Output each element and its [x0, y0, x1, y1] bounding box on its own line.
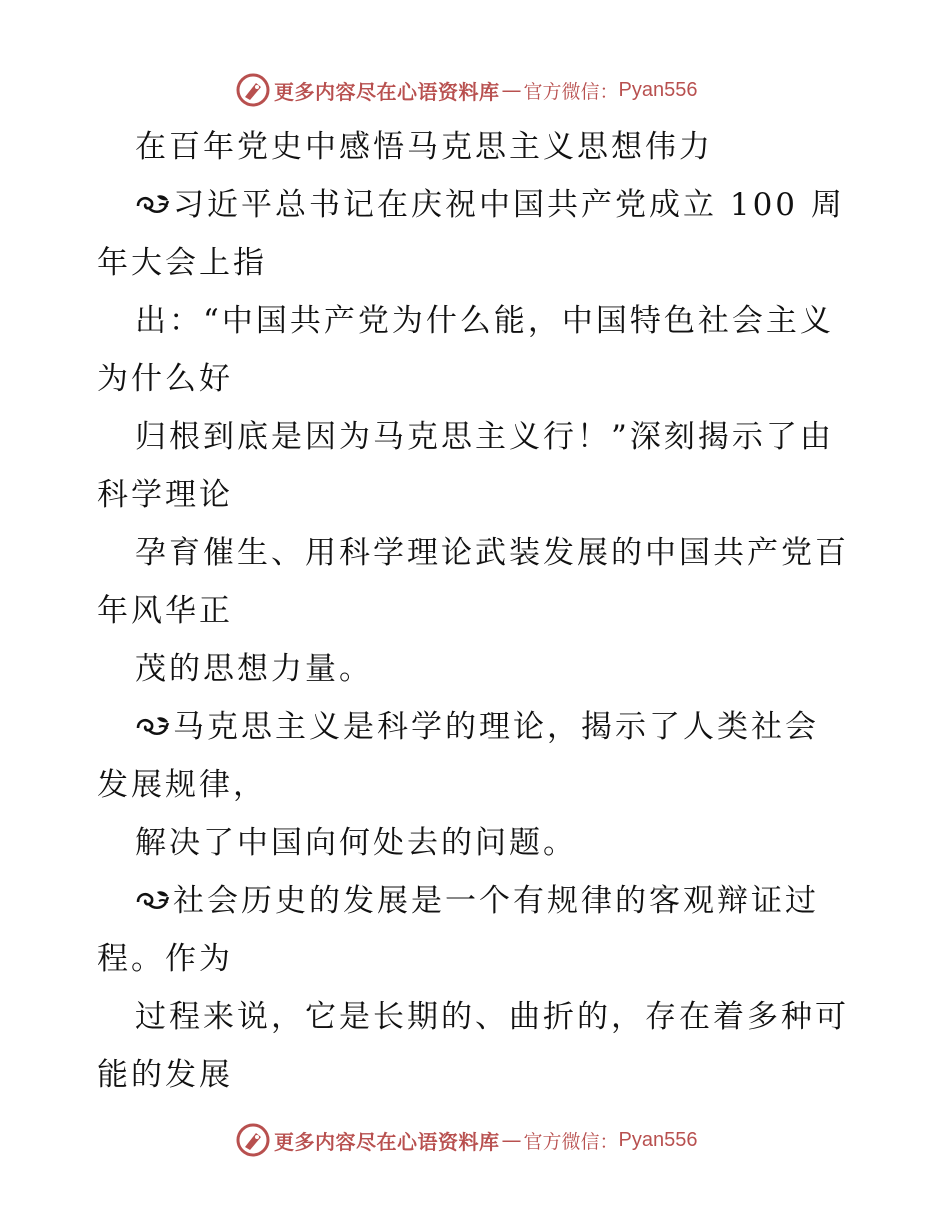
paragraph-line: 年风华正 [97, 593, 233, 629]
paragraph-line: 过程来说，它是长期的、曲折的，存在着多种可 [135, 999, 849, 1035]
paragraph-text: 马克思主义是科学的理论，揭示了人类社会 [173, 709, 819, 745]
paragraph-line: 程。作为 [97, 941, 233, 977]
paragraph-line: 茂的思想力量。 [135, 651, 373, 687]
watermark-wechat-label: 官方微信： [523, 80, 619, 103]
pen-nib-logo-icon [236, 1123, 270, 1157]
paragraph-text: 社会历史的发展是一个有规律的客观辩证过 [173, 883, 819, 919]
paragraph-line [97, 698, 857, 756]
paragraph-line: 出：“中国共产党为什么能，中国特色社会主义 [135, 303, 834, 339]
document-title: 在百年党史中感悟马克思主义思想伟力 [135, 129, 713, 165]
paragraph-line: 归根到底是因为马克思主义行！”深刻揭示了由 [135, 419, 834, 455]
paragraph-line: 年大会上指 [97, 245, 267, 281]
paragraph-text: 习近平总书记在庆祝中国共产党成立 100 周 [173, 187, 845, 223]
watermark-site-text: 更多内容尽在心语资料库 [274, 79, 500, 104]
watermark-dash: — [501, 1128, 522, 1152]
pen-nib-logo-icon [236, 73, 270, 107]
paragraph-line: 科学理论 [97, 477, 233, 513]
paragraph-line: 发展规律， [97, 767, 267, 803]
paragraph-line [97, 872, 857, 930]
paragraph-line: 孕育催生、用科学理论武装发展的中国共产党百 [135, 535, 849, 571]
header-watermark [236, 72, 697, 108]
leaf-bullet-icon [135, 713, 171, 739]
footer-watermark [236, 1122, 697, 1158]
watermark-wechat-label: 官方微信： [523, 1130, 619, 1153]
paragraph-line [97, 176, 857, 234]
paragraph-line: 为什么好 [97, 361, 233, 397]
watermark-wechat-id: Pyan556 [618, 1128, 698, 1151]
document-body [97, 118, 857, 1104]
watermark-dash: — [501, 78, 522, 102]
leaf-bullet-icon [135, 191, 171, 217]
watermark-wechat-id: Pyan556 [618, 78, 698, 101]
paragraph-line: 解决了中国向何处去的问题。 [135, 825, 577, 861]
watermark-site-text: 更多内容尽在心语资料库 [274, 1129, 500, 1154]
leaf-bullet-icon [135, 887, 171, 913]
paragraph-line: 能的发展 [97, 1057, 233, 1093]
